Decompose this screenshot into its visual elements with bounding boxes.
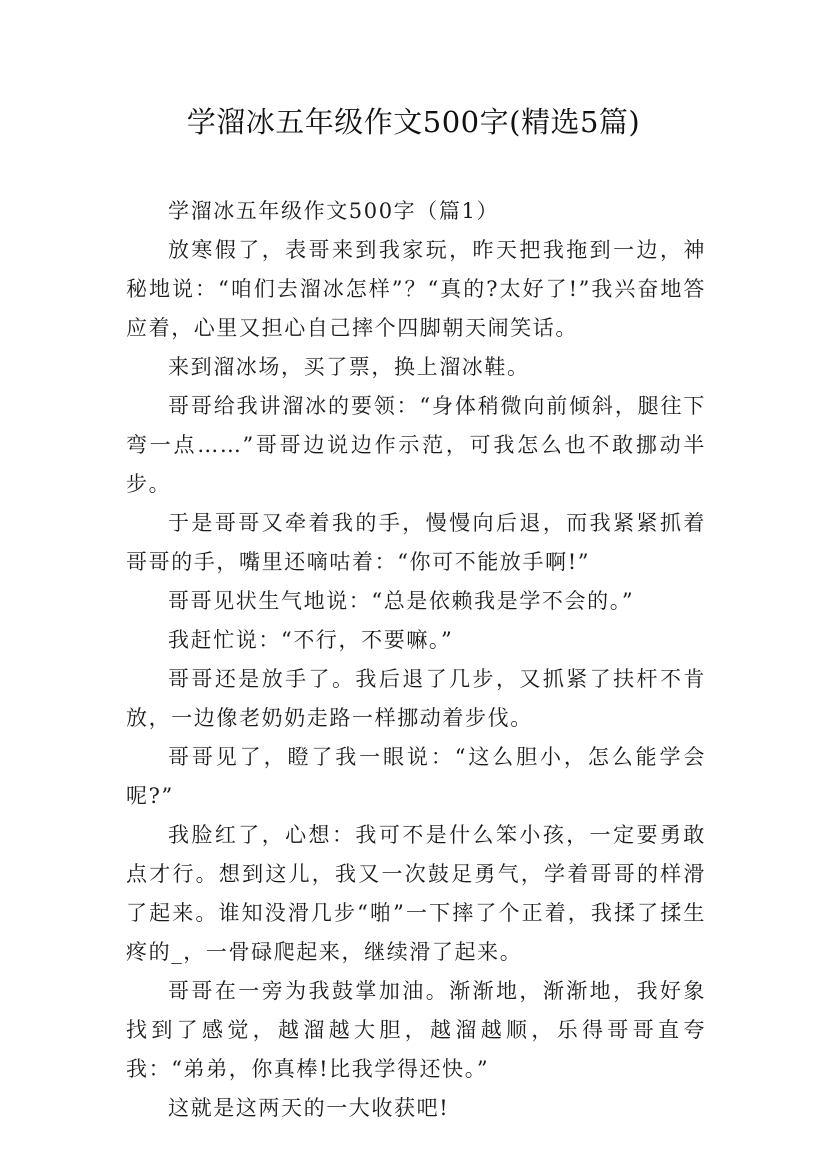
paragraph: 于是哥哥又牵着我的手，慢慢向后退，而我紧紧抓着哥哥的手，嘴里还嘀咕着：“你可不能放手啊!” bbox=[126, 511, 706, 574]
paragraph: 哥哥见状生气地说：“总是依赖我是学不会的。” bbox=[168, 589, 635, 613]
paragraph: 哥哥给我讲溜冰的要领：“身体稍微向前倾斜，腿往下弯一点……”哥哥边说边作示范，可我怎么也不敢挪动半步。 bbox=[126, 394, 706, 496]
section-heading: 学溜冰五年级作文500字（篇1） bbox=[168, 199, 500, 223]
paragraph: 我脸红了，心想：我可不是什么笨小孩，一定要勇敢点才行。想到这儿，我又一次鼓足勇气，学着哥哥的样滑了起来。谁知没滑几步“啪”一下摔了个正着，我揉了揉生疼的_，一骨碌爬起来，继续滑了起来。 bbox=[126, 823, 706, 964]
paragraph: 哥哥还是放手了。我后退了几步，又抓紧了扶杆不肯放，一边像老奶奶走路一样挪动着步伐。 bbox=[126, 667, 706, 730]
paragraph: 放寒假了，表哥来到我家玩，昨天把我拖到一边，神秘地说：“咱们去溜冰怎样”？“真的?太好了!”我兴奋地答应着，心里又担心自己摔个四脚朝天闹笑话。 bbox=[126, 238, 706, 340]
paragraph: 来到溜冰场，买了票，换上溜冰鞋。 bbox=[168, 355, 530, 379]
document-title: 学溜冰五年级作文500字(精选5篇) bbox=[186, 105, 641, 139]
paragraph: 这就是这两天的一大收获吧! bbox=[168, 1096, 450, 1120]
document-body bbox=[126, 192, 706, 1128]
paragraph: 哥哥见了，瞪了我一眼说：“这么胆小，怎么能学会呢?” bbox=[126, 745, 706, 808]
paragraph: 哥哥在一旁为我鼓掌加油。渐渐地，渐渐地，我好象找到了感觉，越溜越大胆，越溜越顺，乐得哥哥直夸我：“弟弟，你真棒!比我学得还快。” bbox=[126, 979, 706, 1081]
paragraph: 我赶忙说：“不行，不要嘛。” bbox=[168, 628, 454, 652]
